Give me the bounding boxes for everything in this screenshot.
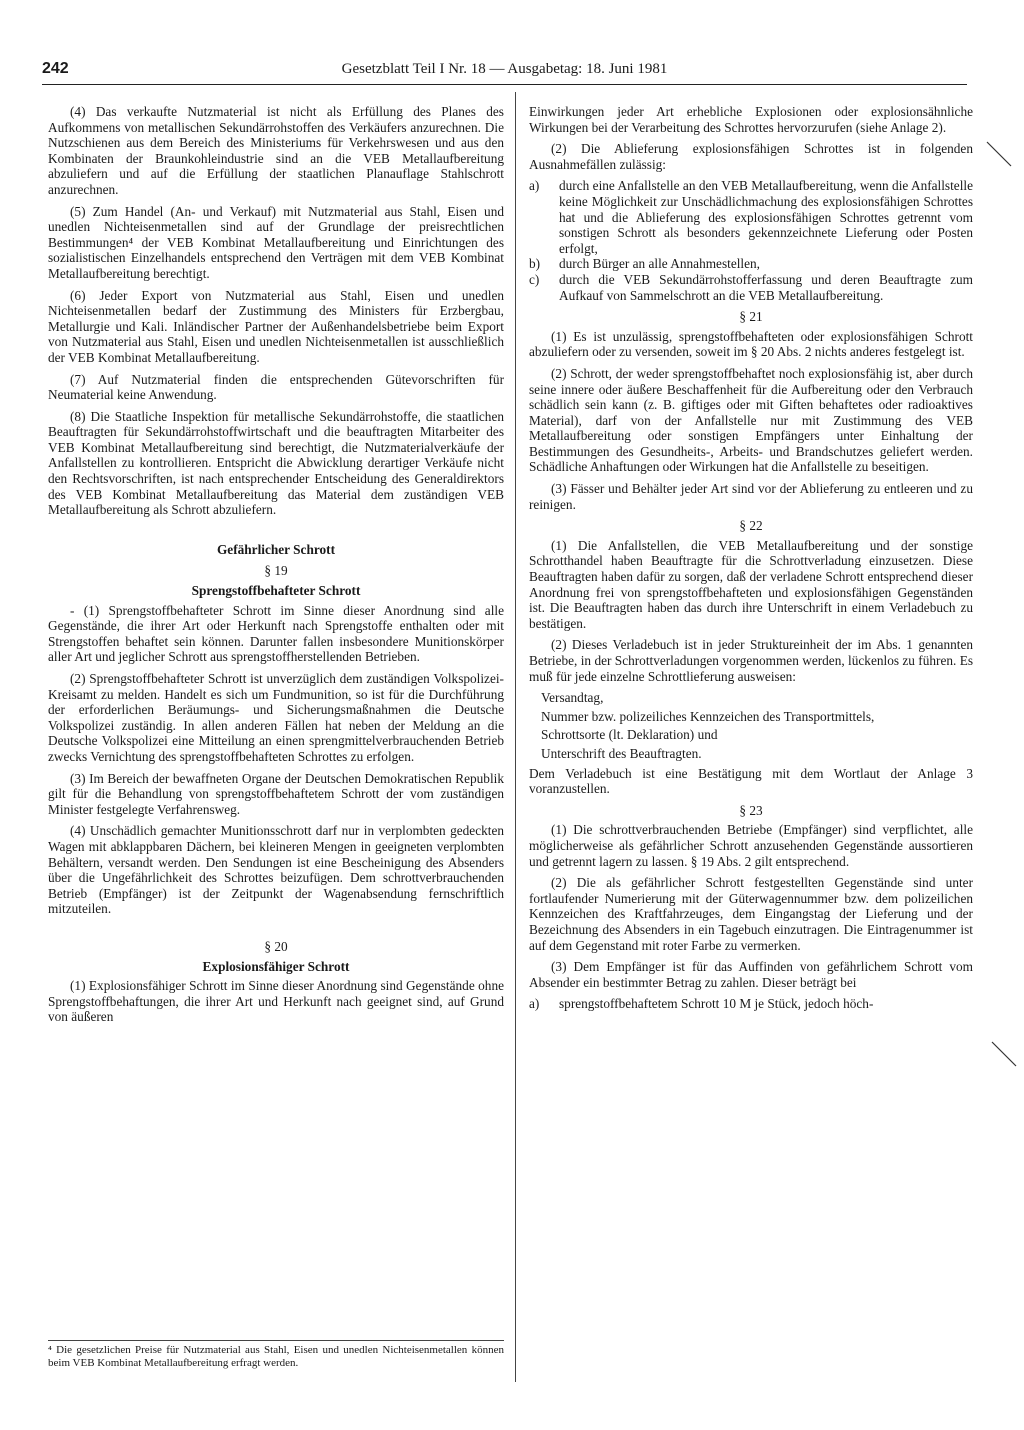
footnote-text: ⁴ Die gesetzlichen Preise für Nutzmaterial aus Stahl, Eisen und unedlen Nichteisenmetallen können beim VEB Kombinat Metallaufbereitung erfragt werden. bbox=[48, 1344, 504, 1369]
column-divider bbox=[515, 92, 516, 1382]
list-item-label: c) bbox=[529, 271, 540, 287]
list-item-text: sprengstoffbehaftetem Schrott 10 M je Stück, jedoch höch- bbox=[559, 996, 874, 1012]
section-heading-dangerous-scrap: Gefährlicher Schrott bbox=[216, 541, 336, 557]
paragraph-20-2-intro: (2) Die Ablieferung explosionsfähigen Schrottes ist in folgenden Ausnahmefällen zulässig: bbox=[529, 141, 973, 172]
paragraph-20-1-continued: Einwirkungen jeder Art erhebliche Explosionen oder explosionsähnliche Wirkungen bei der Verarbeitung des Schrottes hervorzurufen (siehe Anlage 2). bbox=[529, 104, 973, 135]
logbook-item: Nummer bzw. polizeiliches Kennzeichen des Transportmittels, bbox=[541, 708, 875, 724]
section-title-20: Explosionsfähiger Schrott bbox=[202, 958, 350, 974]
running-head: Gesetzblatt Teil I Nr. 18 — Ausgabetag: 18. Juni 1981 bbox=[341, 61, 668, 77]
paragraph-23-2: (2) Die als gefährlicher Schrott festgestellten Gegenstände sind unter fortlaufender Numerierung mit der Güterwagennummer bzw. dem polizeilichen Kennzeichen des Kraftfahrzeuges, dem Eingangstag der Lieferung und der Bezeichnung des Absenders in ein Tagebuch einzutragen. Die Eintragenummer ist auf dem Gegenstand mit roter Farbe zu vermerken. bbox=[529, 875, 973, 953]
logbook-item: Unterschrift des Beauftragten. bbox=[541, 745, 702, 761]
paragraph-18-6: (6) Jeder Export von Nutzmaterial aus Stahl, Eisen und unedlen Nichteisenmetallen bedarf der Zustimmung des Ministers für Erzbergbau, Metallurgie und Kali. Inländischer Partner der Außenhandelsbetriebe beim Export von Nutzmaterial aus Stahl, Eisen und unedlen Nichteisenmetallen ist ausschließlich der VEB Kombinat Metallaufbereitung. bbox=[48, 287, 504, 365]
list-item-label: a) bbox=[529, 996, 540, 1012]
footnote bbox=[48, 1340, 504, 1369]
logbook-item: Schrottsorte (lt. Deklaration) und bbox=[541, 727, 718, 743]
list-item-label: a) bbox=[529, 178, 540, 194]
right-column bbox=[529, 104, 973, 1012]
section-title-19: Sprengstoffbehafteter Schrott bbox=[191, 583, 361, 599]
section-mark-21: § 21 bbox=[739, 309, 763, 325]
paragraph-18-4: (4) Das verkaufte Nutzmaterial ist nicht als Erfüllung des Planes des Aufkommens von metallischen Sekundärrohstoffen des Verkäufers anzurechnen. Die Nutzschienen aus dem Bereich des Ministeriums für Verkehrswesen und aus den Kombinaten der Braunkohleindustrie sind an die VEB Metallaufbereitung abzuliefern und auf die Erfüllung der staatlichen Planauflage Stahlschrott anzurechnen. bbox=[48, 104, 504, 197]
paragraph-22-1: (1) Die Anfallstellen, die VEB Metallaufbereitung und der sonstige Schrotthandel haben Beauftragte für die Schrottverladung einzusetzen. Diese Beauftragten haben dafür zu sorgen, daß der verladene Schrott entsprechend dieser Anordnung frei von sprengstoffbehafteten und explosionsfähigen Gegenständen ist. Die Beauftragten haben das durch ihre Unterschrift in einem Verladebuch zu bestätigen. bbox=[529, 537, 973, 631]
list-item-text: durch die VEB Sekundärrohstofferfassung und deren Beauftragte zum Aufkauf von Sammelschrott an die VEB Metallaufbereitung. bbox=[559, 271, 973, 303]
paragraph-21-2: (2) Schrott, der weder sprengstoffbehaftet noch explosionsfähig ist, aber durch seine innere oder äußere Beschaffenheit für die Aufbereitung oder den Verbrauch schädlich sein kann (z. B. giftiges oder mit Giften behaftetes oder radioaktives Material), darf von der Anfallstelle nur mit Zustimmung des VEB Metallaufbereitung oder sonstigen Empfängers unter Einhaltung der Bestimmungen des Gesundheits-, Arbeits- und Brandschutzes geliefert werden. Schädliche Anhaftungen oder Wirkungen hat die Anfallstelle zu beseitigen. bbox=[529, 365, 973, 475]
paragraph-19-1: - (1) Sprengstoffbehafteter Schrott im Sinne dieser Anordnung sind alle Gegenstände, die ihrer Art oder Herkunft nach Sprengstoffe enthalten oder mit Strengstoffen behaftet sein können. Darunter fallen insbesondere Munitionskörper aller Art und jeglicher Schrott aus sprengstoffherstellenden Betrieben. bbox=[48, 602, 504, 665]
paragraph-23-1: (1) Die schrottverbrauchenden Betriebe (Empfänger) sind verpflichtet, alle möglicherweise als gefährlicher Schrott anzusehenden Gegenstände aussortieren und getrennt lagern zu lassen. § 19 Abs. 2 gilt entsprechend. bbox=[529, 822, 973, 869]
section-mark-22: § 22 bbox=[739, 518, 763, 534]
margin-mark-icon bbox=[985, 140, 1015, 170]
paragraph-18-8: (8) Die Staatliche Inspektion für metallische Sekundärrohstoffe, die staatlichen Beauftragten für Sekundärrohstoffwirtschaft und die beauftragten Mitarbeiter des VEB Kombinat Metallaufbereitung sind berechtigt, die Nutzmaterialverkäufe der Anfallstellen zu kontrollieren. Entspricht die Abwicklung derartiger Verkäufe nicht den Rechtsvorschriften, ist nach entsprechender Entscheidung des Generaldirektors des VEB Kombinat Metallaufbereitung das Material dem zuständigen VEB Metallaufbereitung als Schrott abzuliefern. bbox=[48, 408, 504, 518]
list-item-text: durch Bürger an alle Annahmestellen, bbox=[559, 256, 760, 272]
list-item-text: durch eine Anfallstelle an den VEB Metallaufbereitung, wenn die Anfallstelle keine Möglichkeit zur Unschädlichmachung des explosionsfähigen Schrottes hat und die Ablieferung des explosionsfähigen Schrottes getrennt vom sonstigen Schrott als besonders gekennzeichnete Lieferung oder Posten erfolgt, bbox=[559, 178, 973, 256]
section-mark-23: § 23 bbox=[739, 802, 763, 818]
exception-list bbox=[529, 178, 973, 303]
list-item bbox=[529, 178, 973, 256]
paragraph-18-7: (7) Auf Nutzmaterial finden die entsprechenden Gütevorschriften für Neumaterial keine Anwendung. bbox=[48, 371, 504, 403]
paragraph-21-3: (3) Fässer und Behälter jeder Art sind vor der Ablieferung zu entleeren und zu reinigen. bbox=[529, 481, 973, 512]
paragraph-19-2: (2) Sprengstoffbehafteter Schrott ist unverzüglich dem zuständigen Volkspolizei-Kreisamt zu melden. Handelt es sich um Fundmunition, so ist für die Durchführung der erforderlichen Beräumungs- und Sicherungsmaßnahmen die Deutsche Volkspolizei zuständig. In allen anderen Fällen hat neben der Meldung an die Deutsche Volkspolizei eine Mitteilung an einen sprengmittelverbrauchenden Betrieb zwecks Vernichtung des sprengstoffbehafteten Schrottes zu erfolgen. bbox=[48, 671, 504, 764]
section-mark-19: § 19 bbox=[264, 563, 288, 579]
list-item bbox=[529, 996, 973, 1012]
left-column bbox=[48, 104, 504, 1031]
paragraph-20-1: (1) Explosionsfähiger Schrott im Sinne dieser Anordnung sind Gegenstände ohne Sprengstoffbehaftungen, die ihrer Art und Herkunft nach geeignet sind, auf Grund von äußeren bbox=[48, 978, 504, 1025]
page-number: 242 bbox=[42, 60, 69, 77]
section-mark-20: § 20 bbox=[264, 938, 288, 954]
page-header bbox=[42, 60, 967, 85]
list-item bbox=[529, 272, 973, 303]
paragraph-18-5: (5) Zum Handel (An- und Verkauf) mit Nutzmaterial aus Stahl, Eisen und unedlen Nichteisenmetallen sind auf der Grundlage der preisrechtlichen Bestimmungen⁴ der VEB Kombinat Metallaufbereitung und Einrichtungen des sozialistischen Einzelhandels entsprechend den Verträgen mit dem VEB Kombinat Metallaufbereitung berechtigt. bbox=[48, 203, 504, 281]
logbook-items bbox=[541, 690, 973, 761]
paragraph-23-3: (3) Dem Empfänger ist für das Auffinden von gefährlichem Schrott vom Absender ein bestimmter Betrag zu zahlen. Dieser beträgt bei bbox=[529, 959, 973, 990]
paragraph-19-4: (4) Unschädlich gemachter Munitionsschrott darf nur in verplombten gedeckten Wagen mit abklappbaren Dächern, bei kleineren Mengen in geeigneten verplombten Behältern, versandt werden. Den Sendungen ist eine Bescheinigung des Absenders über die Ungefährlichkeit des Schrottes beizufügen. Dem schrottverbrauchenden Betrieb (Empfänger) ist der Zeitpunkt der Wagenabsendung fernschriftlich mitzuteilen. bbox=[48, 823, 504, 917]
paragraph-21-1: (1) Es ist unzulässig, sprengstoffbehafteten oder explosionsfähigen Schrott abzuliefern oder zu versenden, soweit im § 20 Abs. 2 nichts anderes festgelegt ist. bbox=[529, 328, 973, 360]
logbook-item: Versandtag, bbox=[541, 690, 604, 706]
margin-mark-icon bbox=[990, 1040, 1020, 1070]
paragraph-22-3: Dem Verladebuch ist eine Bestätigung mit dem Wortlaut der Anlage 3 voranzustellen. bbox=[529, 765, 973, 797]
list-item-label: b) bbox=[529, 256, 541, 272]
paragraph-19-3: (3) Im Bereich der bewaffneten Organe der Deutschen Demokratischen Republik gilt für die Behandlung von sprengstoffbehaftetem Schrott der vom zuständigen Minister festgelegte Verfahrensweg. bbox=[48, 770, 504, 817]
paragraph-22-2: (2) Dieses Verladebuch ist in jeder Struktureinheit der im Abs. 1 genannten Betriebe, in der Schrottverladungen vorgenommen werden, lückenlos zu führen. Es muß für jede einzelne Schrottlieferung ausweisen: bbox=[529, 637, 973, 684]
list-item bbox=[529, 256, 973, 272]
